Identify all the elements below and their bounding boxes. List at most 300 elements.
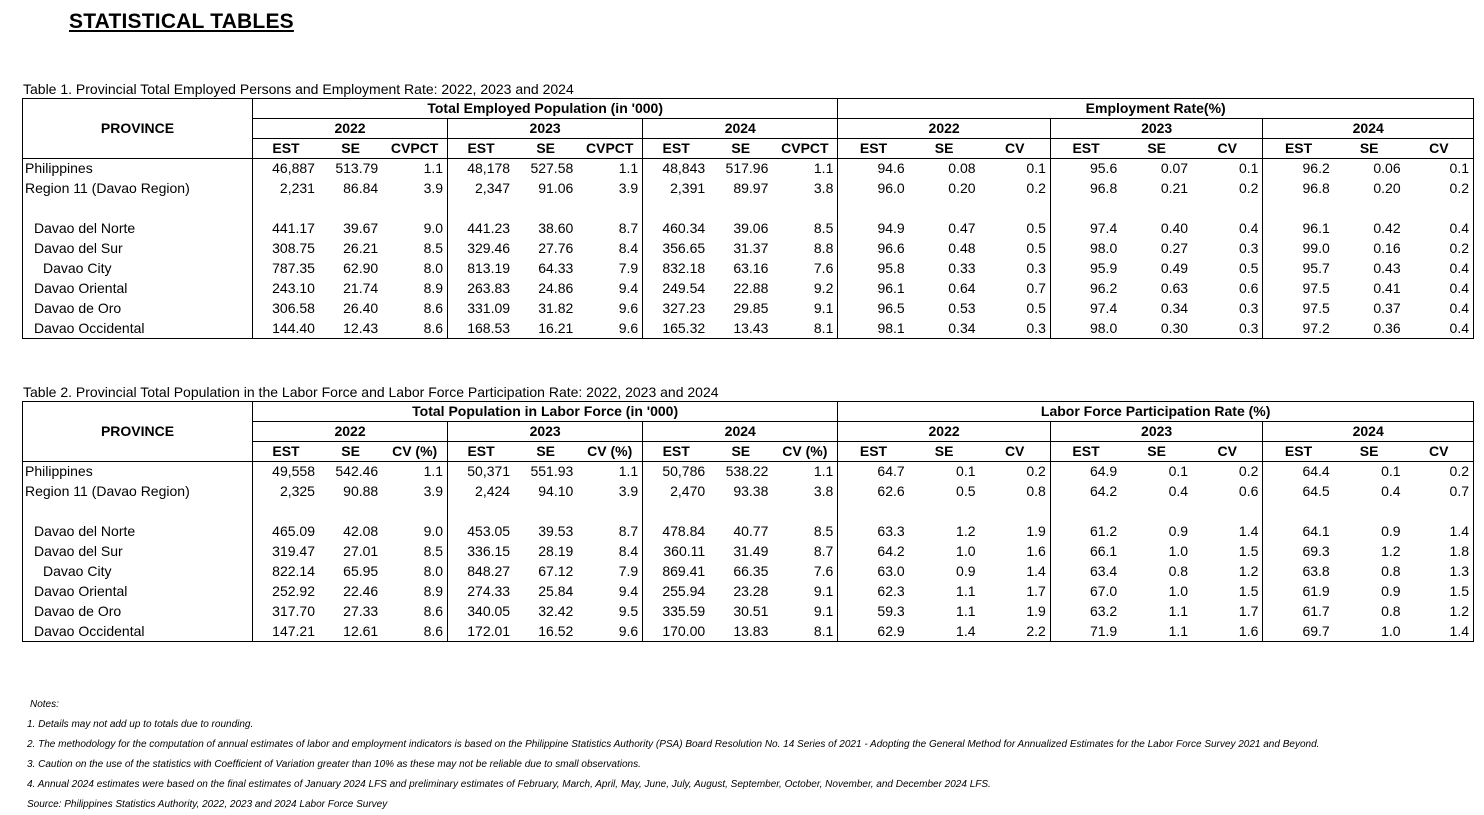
value-cell: 2,470 bbox=[670, 483, 706, 499]
value-cell: 49,558 bbox=[272, 463, 315, 480]
value-cell: 7.9 bbox=[577, 562, 642, 582]
province-name: Davao de Oro bbox=[23, 299, 253, 319]
spacer-cell bbox=[319, 199, 382, 219]
value-cell: 7.6 bbox=[772, 562, 837, 582]
value-cell: 64.33 bbox=[538, 260, 574, 276]
value-cell: 27.01 bbox=[343, 543, 379, 559]
table-row bbox=[23, 239, 1474, 259]
value-cell: 94.6 bbox=[877, 160, 905, 177]
value-cell: 8.7 bbox=[772, 542, 837, 562]
value-cell: 1.1 bbox=[577, 462, 642, 482]
value-cell: 527.58 bbox=[530, 160, 574, 177]
value-cell: 63.3 bbox=[877, 523, 905, 539]
note-item: 3. Caution on the use of the statistics with Coefficient of Variation greater than 10% as these may not be reliable due to small observations. bbox=[27, 759, 641, 770]
value-cell: 0.1 bbox=[1405, 159, 1474, 179]
column-header: CVPCT bbox=[577, 139, 642, 159]
table-row bbox=[23, 602, 1474, 622]
table-row bbox=[23, 259, 1474, 279]
spacer-cell bbox=[1192, 502, 1263, 522]
value-cell: 2,391 bbox=[670, 180, 706, 196]
value-cell: 98.0 bbox=[1050, 319, 1121, 339]
table-row bbox=[23, 562, 1474, 582]
value-cell: 551.93 bbox=[530, 463, 574, 480]
value-cell: 46,887 bbox=[272, 160, 315, 177]
value-cell: 9.5 bbox=[577, 602, 642, 622]
value-cell: 12.43 bbox=[319, 319, 382, 339]
value-cell: 0.1 bbox=[1168, 463, 1189, 480]
value-cell: 9.1 bbox=[772, 582, 837, 602]
value-cell: 1.2 bbox=[956, 523, 976, 539]
group-header-left: Total Employed Population (in '000) bbox=[252, 99, 837, 119]
spacer-cell bbox=[1192, 199, 1263, 219]
spacer-cell bbox=[319, 502, 382, 522]
value-cell: 144.40 bbox=[252, 319, 318, 339]
table-row bbox=[23, 179, 1474, 199]
value-cell: 0.5 bbox=[980, 219, 1051, 239]
value-cell: 62.9 bbox=[838, 622, 909, 642]
value-cell: 91.06 bbox=[538, 180, 574, 196]
value-cell: 0.1 bbox=[956, 463, 976, 480]
spacer-cell bbox=[1405, 502, 1474, 522]
value-cell: 8.5 bbox=[772, 219, 837, 239]
value-cell: 3.8 bbox=[772, 482, 837, 502]
spacer-cell bbox=[382, 199, 447, 219]
column-header: CVPCT bbox=[772, 139, 837, 159]
value-cell: 67.0 bbox=[1089, 583, 1118, 599]
spacer-cell bbox=[1121, 502, 1192, 522]
value-cell: 319.47 bbox=[272, 543, 315, 559]
value-cell: 61.9 bbox=[1302, 583, 1330, 599]
value-cell: 61.2 bbox=[1089, 523, 1118, 539]
value-cell: 97.5 bbox=[1302, 300, 1330, 316]
value-cell: 1.5 bbox=[1192, 542, 1263, 562]
province-name: Davao City bbox=[23, 562, 253, 582]
value-cell: 26.40 bbox=[343, 300, 379, 316]
value-cell: 31.82 bbox=[538, 300, 574, 316]
value-cell: 0.34 bbox=[1160, 300, 1189, 316]
value-cell: 1.7 bbox=[1192, 602, 1263, 622]
value-cell: 12.61 bbox=[319, 622, 382, 642]
value-cell: 90.88 bbox=[343, 483, 379, 499]
spacer-cell bbox=[909, 502, 980, 522]
province-name: Davao City bbox=[23, 259, 253, 279]
value-cell: 7.6 bbox=[772, 259, 837, 279]
value-cell: 0.2 bbox=[1405, 239, 1474, 259]
spacer-cell bbox=[643, 199, 709, 219]
value-cell: 62.3 bbox=[877, 583, 905, 599]
spacer-cell bbox=[1405, 199, 1474, 219]
value-cell: 7.9 bbox=[577, 259, 642, 279]
value-cell: 64.2 bbox=[877, 543, 905, 559]
column-header: CV bbox=[1192, 442, 1263, 462]
value-cell: 1.7 bbox=[980, 582, 1051, 602]
province-name: Region 11 (Davao Region) bbox=[23, 482, 253, 502]
column-header: SE bbox=[514, 139, 577, 159]
value-cell: 0.33 bbox=[948, 260, 976, 276]
value-cell: 38.60 bbox=[538, 220, 574, 236]
value-cell: 0.64 bbox=[948, 280, 976, 296]
value-cell: 95.8 bbox=[877, 260, 905, 276]
table-row bbox=[23, 319, 1474, 339]
column-header: EST bbox=[1050, 139, 1121, 159]
province-name: Davao del Sur bbox=[23, 542, 253, 562]
table-row bbox=[23, 522, 1474, 542]
value-cell: 8.6 bbox=[382, 299, 447, 319]
value-cell: 517.96 bbox=[725, 160, 769, 177]
value-cell: 252.92 bbox=[272, 583, 315, 599]
value-cell: 1.0 bbox=[1334, 622, 1405, 642]
value-cell: 0.9 bbox=[1168, 523, 1189, 539]
value-cell: 39.06 bbox=[733, 220, 769, 236]
value-cell: 0.2 bbox=[1192, 462, 1263, 482]
value-cell: 0.4 bbox=[1168, 483, 1189, 499]
value-cell: 8.5 bbox=[772, 522, 837, 542]
column-header: SE bbox=[1334, 442, 1405, 462]
value-cell: 0.41 bbox=[1373, 280, 1401, 296]
value-cell: 9.6 bbox=[577, 622, 642, 642]
value-cell: 335.59 bbox=[662, 603, 706, 619]
value-cell: 96.1 bbox=[1302, 220, 1330, 236]
value-cell: 0.4 bbox=[1405, 319, 1474, 339]
value-cell: 98.0 bbox=[1089, 240, 1118, 256]
province-name: Davao de Oro bbox=[23, 602, 253, 622]
value-cell: 1.2 bbox=[1381, 543, 1401, 559]
value-cell: 478.84 bbox=[662, 523, 706, 539]
table1 bbox=[22, 98, 1474, 339]
value-cell: 8.1 bbox=[772, 319, 837, 339]
value-cell: 67.12 bbox=[538, 563, 574, 579]
value-cell: 317.70 bbox=[272, 603, 315, 619]
value-cell: 2,347 bbox=[475, 180, 511, 196]
value-cell: 93.38 bbox=[733, 483, 769, 499]
value-cell: 1.1 bbox=[956, 583, 976, 599]
year-header: 2024 bbox=[1263, 422, 1474, 442]
value-cell: 0.2 bbox=[1405, 179, 1474, 199]
year-header: 2023 bbox=[1050, 422, 1263, 442]
spacer-cell bbox=[382, 502, 447, 522]
value-cell: 0.53 bbox=[948, 300, 976, 316]
value-cell: 1.1 bbox=[382, 159, 447, 179]
spacer-cell bbox=[514, 502, 577, 522]
group-header-left: Total Population in Labor Force (in '000) bbox=[253, 402, 838, 422]
column-header: EST bbox=[838, 442, 909, 462]
column-header: EST bbox=[1263, 442, 1334, 462]
value-cell: 64.2 bbox=[1089, 483, 1118, 499]
column-header: SE bbox=[709, 442, 772, 462]
column-header: SE bbox=[709, 139, 772, 159]
value-cell: 1.9 bbox=[980, 602, 1051, 622]
value-cell: 0.06 bbox=[1373, 160, 1401, 177]
value-cell: 1.4 bbox=[980, 562, 1051, 582]
value-cell: 16.52 bbox=[514, 622, 577, 642]
value-cell: 0.4 bbox=[1405, 299, 1474, 319]
value-cell: 336.15 bbox=[467, 543, 511, 559]
spacer-cell bbox=[577, 199, 642, 219]
value-cell: 0.20 bbox=[1373, 180, 1401, 196]
value-cell: 1.1 bbox=[577, 159, 642, 179]
value-cell: 8.7 bbox=[577, 219, 642, 239]
value-cell: 441.17 bbox=[272, 220, 315, 236]
value-cell: 1.5 bbox=[1405, 582, 1474, 602]
value-cell: 1.1 bbox=[772, 462, 837, 482]
spacer-cell bbox=[1263, 199, 1334, 219]
value-cell: 3.9 bbox=[382, 179, 447, 199]
value-cell: 168.53 bbox=[448, 319, 514, 339]
value-cell: 64.9 bbox=[1089, 463, 1118, 480]
province-name: Davao Oriental bbox=[23, 279, 253, 299]
value-cell: 97.2 bbox=[1263, 319, 1334, 339]
value-cell: 64.4 bbox=[1302, 463, 1330, 480]
value-cell: 63.2 bbox=[1089, 603, 1118, 619]
table-row bbox=[23, 159, 1474, 179]
value-cell: 0.07 bbox=[1160, 160, 1189, 177]
value-cell: 0.48 bbox=[948, 240, 976, 256]
column-header: SE bbox=[319, 139, 382, 159]
value-cell: 0.8 bbox=[1381, 563, 1401, 579]
value-cell: 99.0 bbox=[1302, 240, 1330, 256]
value-cell: 0.7 bbox=[980, 279, 1051, 299]
value-cell: 0.3 bbox=[1192, 299, 1263, 319]
value-cell: 39.67 bbox=[343, 220, 379, 236]
value-cell: 89.97 bbox=[733, 180, 769, 196]
value-cell: 24.86 bbox=[538, 280, 574, 296]
value-cell: 50,371 bbox=[467, 463, 511, 480]
value-cell: 63.4 bbox=[1089, 563, 1118, 579]
value-cell: 64.7 bbox=[877, 463, 905, 480]
province-name: Davao del Norte bbox=[23, 219, 253, 239]
value-cell: 813.19 bbox=[467, 260, 511, 276]
value-cell: 65.95 bbox=[343, 563, 379, 579]
year-header: 2022 bbox=[838, 422, 1051, 442]
value-cell: 0.36 bbox=[1334, 319, 1405, 339]
value-cell: 8.4 bbox=[577, 239, 642, 259]
value-cell: 1.2 bbox=[1192, 562, 1263, 582]
value-cell: 0.2 bbox=[980, 462, 1051, 482]
value-cell: 263.83 bbox=[467, 280, 511, 296]
value-cell: 0.43 bbox=[1373, 260, 1401, 276]
value-cell: 9.0 bbox=[382, 522, 447, 542]
value-cell: 30.51 bbox=[733, 603, 769, 619]
value-cell: 1.8 bbox=[1405, 542, 1474, 562]
value-cell: 31.37 bbox=[733, 240, 769, 256]
spacer-cell bbox=[980, 199, 1051, 219]
value-cell: 71.9 bbox=[1050, 622, 1121, 642]
value-cell: 0.34 bbox=[909, 319, 980, 339]
value-cell: 0.3 bbox=[980, 259, 1051, 279]
value-cell: 48,843 bbox=[662, 160, 706, 177]
value-cell: 0.30 bbox=[1121, 319, 1192, 339]
value-cell: 32.42 bbox=[538, 603, 574, 619]
value-cell: 86.84 bbox=[343, 180, 379, 196]
value-cell: 0.63 bbox=[1160, 280, 1189, 296]
value-cell: 0.1 bbox=[1381, 463, 1401, 480]
value-cell: 0.9 bbox=[1381, 583, 1401, 599]
value-cell: 8.9 bbox=[382, 279, 447, 299]
value-cell: 1.6 bbox=[980, 542, 1051, 562]
value-cell: 9.4 bbox=[577, 279, 642, 299]
notes-source: Source: Philippines Statistics Authority, 2022, 2023 and 2024 Labor Force Survey bbox=[27, 799, 388, 810]
column-header: CV (%) bbox=[382, 442, 447, 462]
value-cell: 9.2 bbox=[772, 279, 837, 299]
year-header: 2024 bbox=[1263, 119, 1474, 139]
value-cell: 2,231 bbox=[279, 180, 315, 196]
value-cell: 0.4 bbox=[1405, 259, 1474, 279]
value-cell: 170.00 bbox=[643, 622, 709, 642]
column-header: SE bbox=[1121, 139, 1192, 159]
value-cell: 3.9 bbox=[577, 179, 642, 199]
table-row bbox=[23, 582, 1474, 602]
value-cell: 869.41 bbox=[662, 563, 706, 579]
column-header: CV bbox=[1405, 139, 1474, 159]
value-cell: 1.3 bbox=[1405, 562, 1474, 582]
value-cell: 13.83 bbox=[709, 622, 772, 642]
value-cell: 98.1 bbox=[838, 319, 909, 339]
spacer-cell bbox=[1334, 502, 1405, 522]
year-header: 2023 bbox=[448, 422, 643, 442]
table-row bbox=[23, 299, 1474, 319]
value-cell: 340.05 bbox=[467, 603, 511, 619]
value-cell: 1.4 bbox=[1405, 622, 1474, 642]
value-cell: 0.9 bbox=[956, 563, 976, 579]
value-cell: 48,178 bbox=[467, 160, 511, 177]
province-name: Philippines bbox=[23, 159, 253, 179]
note-item: 2. The methodology for the computation of annual estimates of labor and employment indicators is based on the Philippine Statistics Authority (PSA) Board Resolution No. 14 Series of 2021 - Adopting the General Method for Annualized Estimates for the Labor Force Survey 2021 and Beyond. bbox=[27, 739, 1320, 750]
value-cell: 0.8 bbox=[980, 482, 1051, 502]
value-cell: 542.46 bbox=[335, 463, 379, 480]
value-cell: 96.2 bbox=[1302, 160, 1330, 177]
spacer-cell bbox=[1263, 502, 1334, 522]
province-header: PROVINCE bbox=[23, 402, 253, 462]
spacer-cell bbox=[1121, 199, 1192, 219]
value-cell: 21.74 bbox=[343, 280, 379, 296]
value-cell: 63.0 bbox=[877, 563, 905, 579]
value-cell: 62.6 bbox=[877, 483, 905, 499]
value-cell: 9.6 bbox=[577, 319, 642, 339]
value-cell: 0.6 bbox=[1192, 482, 1263, 502]
value-cell: 3.9 bbox=[577, 482, 642, 502]
value-cell: 0.1 bbox=[980, 159, 1051, 179]
notes-title: Notes: bbox=[30, 699, 59, 710]
value-cell: 94.9 bbox=[877, 220, 905, 236]
value-cell: 465.09 bbox=[272, 523, 315, 539]
spacer-cell bbox=[643, 502, 709, 522]
value-cell: 356.65 bbox=[662, 240, 706, 256]
column-header: SE bbox=[514, 442, 577, 462]
value-cell: 453.05 bbox=[467, 523, 511, 539]
value-cell: 360.11 bbox=[663, 543, 706, 559]
column-header: CVPCT bbox=[382, 139, 447, 159]
value-cell: 66.1 bbox=[1089, 543, 1118, 559]
value-cell: 22.46 bbox=[343, 583, 379, 599]
value-cell: 13.43 bbox=[709, 319, 772, 339]
column-header: SE bbox=[1121, 442, 1192, 462]
value-cell: 9.6 bbox=[577, 299, 642, 319]
column-header: EST bbox=[838, 139, 909, 159]
year-header: 2023 bbox=[1050, 119, 1263, 139]
value-cell: 0.4 bbox=[1192, 219, 1263, 239]
province-header: PROVINCE bbox=[23, 99, 253, 159]
column-header: CV bbox=[980, 442, 1051, 462]
column-header: CV bbox=[1405, 442, 1474, 462]
year-header: 2022 bbox=[252, 119, 447, 139]
value-cell: 0.21 bbox=[1160, 180, 1189, 196]
table-row bbox=[23, 482, 1474, 502]
value-cell: 8.8 bbox=[772, 239, 837, 259]
value-cell: 96.2 bbox=[1089, 280, 1118, 296]
value-cell: 95.9 bbox=[1089, 260, 1118, 276]
value-cell: 9.1 bbox=[772, 602, 837, 622]
spacer-cell bbox=[448, 502, 514, 522]
table-row bbox=[23, 219, 1474, 239]
value-cell: 8.4 bbox=[577, 542, 642, 562]
value-cell: 1.1 bbox=[1121, 622, 1192, 642]
value-cell: 8.0 bbox=[382, 259, 447, 279]
value-cell: 0.47 bbox=[948, 220, 976, 236]
value-cell: 0.37 bbox=[1373, 300, 1401, 316]
spacer-cell bbox=[772, 199, 837, 219]
value-cell: 69.7 bbox=[1263, 622, 1334, 642]
value-cell: 69.3 bbox=[1302, 543, 1330, 559]
column-header: EST bbox=[1263, 139, 1334, 159]
value-cell: 40.77 bbox=[733, 523, 769, 539]
value-cell: 95.7 bbox=[1302, 260, 1330, 276]
value-cell: 8.6 bbox=[382, 319, 447, 339]
spacer-cell bbox=[709, 199, 772, 219]
value-cell: 8.1 bbox=[772, 622, 837, 642]
value-cell: 0.4 bbox=[1405, 279, 1474, 299]
group-header-right: Employment Rate(%) bbox=[838, 99, 1474, 119]
value-cell: 2,424 bbox=[475, 483, 511, 499]
value-cell: 39.53 bbox=[538, 523, 574, 539]
value-cell: 1.1 bbox=[772, 159, 837, 179]
value-cell: 243.10 bbox=[272, 280, 315, 296]
value-cell: 96.0 bbox=[877, 180, 905, 196]
value-cell: 0.5 bbox=[980, 299, 1051, 319]
value-cell: 1.1 bbox=[1168, 603, 1189, 619]
value-cell: 31.49 bbox=[733, 543, 769, 559]
value-cell: 0.9 bbox=[1381, 523, 1401, 539]
value-cell: 0.3 bbox=[980, 319, 1051, 339]
year-header: 2024 bbox=[643, 119, 838, 139]
value-cell: 28.19 bbox=[538, 543, 574, 559]
spacer-cell bbox=[252, 199, 318, 219]
value-cell: 26.21 bbox=[343, 240, 379, 256]
value-cell: 97.4 bbox=[1089, 220, 1118, 236]
value-cell: 0.3 bbox=[1192, 239, 1263, 259]
table-row bbox=[23, 542, 1474, 562]
value-cell: 0.5 bbox=[956, 483, 976, 499]
value-cell: 327.23 bbox=[662, 300, 706, 316]
value-cell: 0.1 bbox=[1192, 159, 1263, 179]
column-header: EST bbox=[448, 442, 514, 462]
value-cell: 0.2 bbox=[1405, 462, 1474, 482]
value-cell: 147.21 bbox=[253, 622, 319, 642]
value-cell: 1.0 bbox=[956, 543, 976, 559]
spacer-cell bbox=[709, 502, 772, 522]
value-cell: 8.7 bbox=[577, 522, 642, 542]
value-cell: 0.49 bbox=[1160, 260, 1189, 276]
value-cell: 61.7 bbox=[1302, 603, 1330, 619]
spacer-cell bbox=[577, 502, 642, 522]
value-cell: 8.6 bbox=[382, 602, 447, 622]
spacer-cell bbox=[1050, 199, 1121, 219]
value-cell: 2,325 bbox=[279, 483, 315, 499]
value-cell: 165.32 bbox=[643, 319, 709, 339]
table1-caption: Table 1. Provincial Total Employed Persons and Employment Rate: 2022, 2023 and 2024 bbox=[23, 81, 574, 97]
value-cell: 1.0 bbox=[1168, 543, 1189, 559]
value-cell: 64.1 bbox=[1302, 523, 1330, 539]
value-cell: 0.20 bbox=[948, 180, 976, 196]
